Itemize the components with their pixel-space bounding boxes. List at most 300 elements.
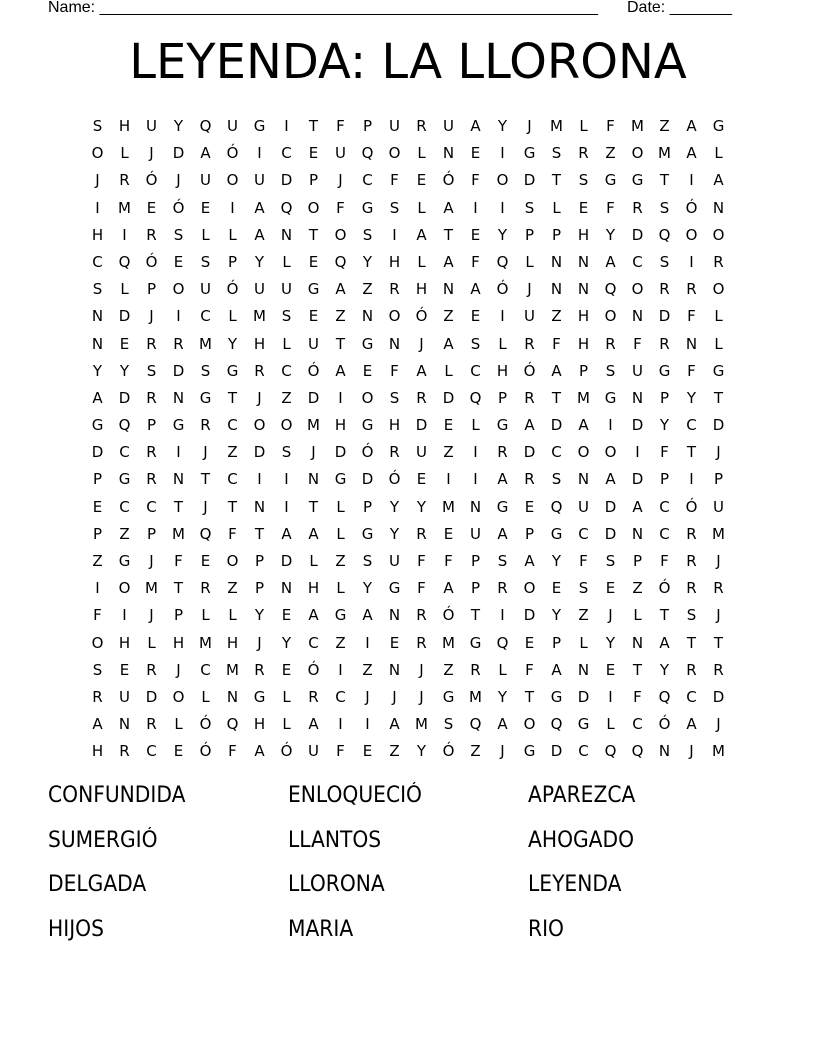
grid-letter: I xyxy=(230,198,235,217)
grid-letter: F xyxy=(687,307,696,326)
grid-letter: R xyxy=(470,660,481,679)
grid-letter: H xyxy=(577,225,590,244)
grid-letter: N xyxy=(361,307,374,326)
grid-letter: J xyxy=(149,307,154,326)
grid-letter: M xyxy=(658,144,671,163)
grid-letter: S xyxy=(146,361,157,380)
grid-letter: R xyxy=(605,334,616,353)
grid-letter: F xyxy=(687,361,696,380)
grid-letter: I xyxy=(608,687,613,706)
grid-letter: G xyxy=(550,687,563,706)
grid-letter: I xyxy=(122,606,127,625)
grid-letter: J xyxy=(176,171,181,190)
grid-letter: Z xyxy=(335,633,346,652)
grid-letter: J xyxy=(500,742,505,761)
grid-letter: U xyxy=(308,742,319,761)
grid-letter: Q xyxy=(199,524,212,543)
grid-letter: E xyxy=(362,742,373,761)
grid-letter: N xyxy=(442,280,455,299)
grid-letter: S xyxy=(92,117,103,135)
grid-letter: U xyxy=(416,443,427,462)
grid-letter: T xyxy=(335,334,346,353)
grid-letter: P xyxy=(146,524,157,543)
grid-letter: R xyxy=(254,361,265,380)
grid-letter: M xyxy=(226,660,239,679)
grid-letter: Q xyxy=(658,225,671,244)
grid-letter: G xyxy=(631,171,644,190)
grid-letter: M xyxy=(172,524,185,543)
grid-letter: Z xyxy=(335,552,346,570)
grid-letter: C xyxy=(632,715,643,734)
grid-letter: L xyxy=(471,416,480,435)
grid-letter: R xyxy=(632,198,643,217)
grid-letter: T xyxy=(524,687,535,706)
grid-letter: F xyxy=(390,361,399,380)
grid-letter: A xyxy=(416,361,427,380)
grid-letter: Ó xyxy=(442,606,455,625)
grid-letter: C xyxy=(200,307,211,326)
grid-letter: N xyxy=(307,470,320,489)
grid-letter: Y xyxy=(497,117,508,135)
grid-letter: S xyxy=(92,660,103,679)
grid-letter: E xyxy=(200,552,211,570)
word-row xyxy=(48,825,768,870)
grid-letter: H xyxy=(118,117,131,135)
grid-letter: Ó xyxy=(388,470,401,489)
grid-letter: O xyxy=(226,171,239,190)
grid-letter: I xyxy=(689,470,694,489)
grid-letter: Q xyxy=(604,280,617,299)
grid-letter: D xyxy=(550,416,563,435)
grid-letter: J xyxy=(149,552,154,570)
grid-letter: L xyxy=(147,633,156,652)
name-field-label: Name: ________________________________________________________ xyxy=(48,0,598,16)
grid-letter: N xyxy=(388,660,401,679)
grid-letter: I xyxy=(284,470,289,489)
grid-letter: Ó xyxy=(199,742,212,761)
grid-row xyxy=(84,195,732,222)
grid-letter: I xyxy=(473,470,478,489)
grid-letter: Z xyxy=(227,443,238,462)
grid-letter: G xyxy=(550,524,563,543)
grid-letter: T xyxy=(713,633,724,652)
grid-letter: R xyxy=(254,660,265,679)
grid-letter: A xyxy=(254,225,265,244)
grid-letter: Ó xyxy=(523,361,536,380)
grid-letter: I xyxy=(689,171,694,190)
grid-letter: M xyxy=(199,633,212,652)
grid-letter: G xyxy=(577,715,590,734)
grid-letter: P xyxy=(470,552,481,570)
grid-letter: M xyxy=(712,742,725,761)
grid-letter: E xyxy=(173,252,184,271)
grid-letter: Y xyxy=(605,633,616,652)
grid-letter: O xyxy=(685,225,698,244)
grid-letter: M xyxy=(550,117,563,135)
grid-letter: Y xyxy=(92,361,103,380)
grid-letter: E xyxy=(443,524,454,543)
grid-letter: L xyxy=(120,144,129,163)
grid-letter: F xyxy=(390,171,399,190)
grid-letter: N xyxy=(172,388,185,407)
grid-letter: J xyxy=(716,552,721,570)
grid-row xyxy=(84,303,732,330)
grid-letter: E xyxy=(92,497,103,516)
grid-letter: R xyxy=(146,715,157,734)
grid-letter: Ó xyxy=(415,307,428,326)
grid-letter: N xyxy=(577,660,590,679)
grid-letter: S xyxy=(281,307,292,326)
grid-letter: E xyxy=(308,252,319,271)
grid-letter: E xyxy=(200,198,211,217)
word-row xyxy=(48,869,768,914)
grid-letter: A xyxy=(92,388,103,407)
grid-letter: G xyxy=(334,606,347,625)
grid-letter: Y xyxy=(416,742,427,761)
grid-letter: N xyxy=(118,715,131,734)
grid-letter: S xyxy=(578,171,589,190)
grid-letter: L xyxy=(120,280,129,299)
grid-letter: N xyxy=(172,470,185,489)
grid-letter: G xyxy=(361,334,374,353)
grid-letter: S xyxy=(362,552,373,570)
grid-letter: S xyxy=(551,470,562,489)
grid-letter: L xyxy=(336,497,345,516)
grid-letter: C xyxy=(335,687,346,706)
grid-letter: N xyxy=(577,280,590,299)
grid-letter: A xyxy=(578,416,589,435)
grid-letter: N xyxy=(91,334,104,353)
grid-letter: C xyxy=(146,497,157,516)
grid-letter: J xyxy=(527,280,532,299)
word-list-item: APAREZCA xyxy=(528,783,636,808)
grid-letter: M xyxy=(253,307,266,326)
word-list-item: HIJOS xyxy=(48,917,104,943)
grid-letter: U xyxy=(524,307,535,326)
grid-letter: U xyxy=(632,361,643,380)
grid-letter: Z xyxy=(92,552,103,570)
grid-letter: Ó xyxy=(307,660,320,679)
grid-letter: L xyxy=(498,660,507,679)
grid-letter: N xyxy=(631,307,644,326)
grid-letter: R xyxy=(416,606,427,625)
grid-letter: L xyxy=(552,198,561,217)
grid-letter: A xyxy=(362,606,373,625)
grid-letter: D xyxy=(658,307,671,326)
grid-row xyxy=(84,657,732,684)
grid-letter: Z xyxy=(362,660,373,679)
grid-letter: Y xyxy=(497,225,508,244)
grid-letter: T xyxy=(254,524,265,543)
grid-letter: G xyxy=(118,552,131,570)
grid-row xyxy=(84,276,732,303)
grid-letter: S xyxy=(389,198,400,217)
grid-letter: I xyxy=(95,198,100,217)
grid-letter: U xyxy=(389,552,400,570)
grid-letter: R xyxy=(497,443,508,462)
grid-letter: Q xyxy=(658,687,671,706)
grid-letter: R xyxy=(389,443,400,462)
grid-letter: R xyxy=(713,660,724,679)
grid-letter: N xyxy=(226,687,239,706)
grid-letter: Q xyxy=(199,117,212,135)
grid-letter: Ó xyxy=(442,171,455,190)
grid-letter: A xyxy=(308,524,319,543)
grid-letter: T xyxy=(308,225,319,244)
grid-letter: S xyxy=(605,552,616,570)
grid-letter: A xyxy=(389,715,400,734)
grid-letter: Q xyxy=(604,742,617,761)
grid-letter: R xyxy=(497,579,508,598)
word-row xyxy=(48,780,768,825)
grid-letter: U xyxy=(578,497,589,516)
grid-letter: D xyxy=(172,144,185,163)
grid-letter: S xyxy=(281,443,292,462)
grid-letter: E xyxy=(443,416,454,435)
grid-letter: Z xyxy=(659,117,670,135)
grid-letter: S xyxy=(200,361,211,380)
grid-letter: T xyxy=(173,497,184,516)
grid-letter: G xyxy=(253,117,266,135)
grid-letter: T xyxy=(632,660,643,679)
grid-letter: N xyxy=(253,497,266,516)
grid-letter: Ó xyxy=(307,361,320,380)
grid-letter: Z xyxy=(335,307,346,326)
grid-letter: J xyxy=(716,715,721,734)
grid-letter: S xyxy=(389,388,400,407)
grid-letter: R xyxy=(524,334,535,353)
grid-letter: I xyxy=(500,144,505,163)
grid-letter: Y xyxy=(281,633,292,652)
grid-letter: J xyxy=(392,687,397,706)
grid-letter: A xyxy=(335,361,346,380)
grid-letter: E xyxy=(416,470,427,489)
letter-grid xyxy=(84,113,732,766)
grid-letter: F xyxy=(336,742,345,761)
grid-letter: D xyxy=(604,524,617,543)
grid-letter: L xyxy=(714,307,723,326)
grid-letter: H xyxy=(91,225,104,244)
grid-letter: C xyxy=(632,252,643,271)
grid-letter: R xyxy=(389,280,400,299)
grid-letter: A xyxy=(632,497,643,516)
grid-letter: S xyxy=(686,606,697,625)
grid-letter: Y xyxy=(389,497,400,516)
grid-letter: F xyxy=(417,552,426,570)
grid-letter: G xyxy=(604,388,617,407)
grid-letter: N xyxy=(388,606,401,625)
grid-letter: G xyxy=(469,633,482,652)
grid-letter: U xyxy=(146,117,157,135)
grid-letter: R xyxy=(713,579,724,598)
word-list-item: AHOGADO xyxy=(528,827,635,853)
grid-letter: C xyxy=(227,470,238,489)
grid-letter: I xyxy=(473,443,478,462)
grid-letter: R xyxy=(686,660,697,679)
grid-letter: I xyxy=(500,307,505,326)
grid-row xyxy=(84,575,732,602)
grid-letter: A xyxy=(605,252,616,271)
grid-letter: D xyxy=(118,388,131,407)
grid-letter: R xyxy=(686,552,697,570)
grid-letter: I xyxy=(257,470,262,489)
grid-letter: C xyxy=(659,524,670,543)
grid-row xyxy=(84,466,732,493)
grid-letter: D xyxy=(280,171,293,190)
grid-letter: Ó xyxy=(226,280,239,299)
grid-letter: J xyxy=(95,171,100,190)
grid-letter: E xyxy=(578,198,589,217)
grid-letter: J xyxy=(176,660,181,679)
grid-letter: E xyxy=(146,198,157,217)
grid-letter: C xyxy=(281,144,292,163)
grid-letter: C xyxy=(200,660,211,679)
grid-letter: I xyxy=(284,117,289,135)
grid-letter: P xyxy=(524,524,535,543)
grid-letter: O xyxy=(712,280,725,299)
grid-letter: G xyxy=(496,497,509,516)
grid-letter: J xyxy=(608,606,613,625)
grid-letter: N xyxy=(550,280,563,299)
grid-letter: R xyxy=(119,171,130,190)
grid-letter: U xyxy=(308,334,319,353)
grid-letter: Y xyxy=(362,579,373,598)
grid-row xyxy=(84,548,732,575)
grid-letter: Z xyxy=(227,579,238,598)
grid-letter: H xyxy=(307,579,320,598)
grid-letter: J xyxy=(365,687,370,706)
grid-letter: J xyxy=(527,117,532,135)
grid-letter: H xyxy=(253,334,266,353)
grid-letter: L xyxy=(201,606,210,625)
grid-letter: E xyxy=(524,633,535,652)
grid-row xyxy=(84,222,732,249)
grid-letter: S xyxy=(659,198,670,217)
grid-letter: G xyxy=(118,470,131,489)
grid-letter: D xyxy=(280,552,293,570)
grid-letter: H xyxy=(334,416,347,435)
grid-letter: O xyxy=(226,552,239,570)
grid-letter: Q xyxy=(550,715,563,734)
grid-letter: H xyxy=(577,334,590,353)
grid-letter: R xyxy=(200,579,211,598)
word-list-item: CONFUNDIDA xyxy=(48,783,186,808)
grid-letter: D xyxy=(712,416,725,435)
grid-letter: M xyxy=(577,388,590,407)
grid-letter: T xyxy=(227,497,238,516)
grid-letter: L xyxy=(417,252,426,271)
grid-letter: Q xyxy=(496,252,509,271)
grid-letter: T xyxy=(308,117,319,135)
grid-letter: O xyxy=(388,144,401,163)
grid-letter: I xyxy=(446,470,451,489)
word-list-item: LEYENDA xyxy=(528,872,622,898)
grid-letter: U xyxy=(335,144,346,163)
grid-letter: Y xyxy=(497,687,508,706)
grid-letter: O xyxy=(388,307,401,326)
grid-letter: T xyxy=(551,171,562,190)
grid-letter: O xyxy=(253,416,266,435)
grid-letter: J xyxy=(689,742,694,761)
grid-letter: Y xyxy=(416,497,427,516)
grid-letter: D xyxy=(145,687,158,706)
grid-letter: D xyxy=(631,416,644,435)
grid-letter: L xyxy=(174,715,183,734)
grid-letter: A xyxy=(443,334,454,353)
grid-letter: A xyxy=(416,225,427,244)
grid-letter: R xyxy=(524,388,535,407)
word-list-item: MARIA xyxy=(288,917,354,943)
grid-letter: S xyxy=(92,280,103,299)
grid-letter: L xyxy=(336,579,345,598)
grid-row xyxy=(84,439,732,466)
grid-letter: I xyxy=(257,144,262,163)
grid-letter: D xyxy=(91,443,104,462)
grid-letter: O xyxy=(334,225,347,244)
grid-letter: F xyxy=(471,171,480,190)
grid-letter: Q xyxy=(118,416,131,435)
grid-row xyxy=(84,494,732,521)
grid-letter: D xyxy=(712,687,725,706)
grid-letter: R xyxy=(146,334,157,353)
grid-letter: S xyxy=(362,225,373,244)
grid-letter: R xyxy=(92,687,103,706)
grid-letter: C xyxy=(146,742,157,761)
grid-letter: I xyxy=(284,497,289,516)
grid-letter: A xyxy=(551,660,562,679)
grid-letter: D xyxy=(415,416,428,435)
grid-letter: Q xyxy=(496,633,509,652)
grid-letter: P xyxy=(146,416,157,435)
grid-letter: O xyxy=(631,144,644,163)
grid-letter: G xyxy=(442,687,455,706)
grid-letter: P xyxy=(659,470,670,489)
grid-letter: G xyxy=(172,416,185,435)
grid-letter: Y xyxy=(227,334,238,353)
grid-letter: I xyxy=(608,416,613,435)
grid-letter: G xyxy=(523,144,536,163)
grid-letter: L xyxy=(417,144,426,163)
grid-letter: T xyxy=(686,443,697,462)
grid-letter: J xyxy=(311,443,316,462)
word-list-item: DELGADA xyxy=(48,872,147,898)
grid-letter: Y xyxy=(551,606,562,625)
grid-letter: H xyxy=(388,416,401,435)
grid-letter: N xyxy=(712,198,725,217)
grid-letter: R xyxy=(416,388,427,407)
date-field-label: Date: _______ xyxy=(627,0,732,16)
grid-letter: R xyxy=(416,633,427,652)
grid-letter: I xyxy=(338,388,343,407)
grid-letter: A xyxy=(470,280,481,299)
grid-letter: L xyxy=(633,606,642,625)
grid-letter: G xyxy=(307,280,320,299)
grid-letter: D xyxy=(631,470,644,489)
grid-letter: P xyxy=(173,606,184,625)
grid-letter: L xyxy=(228,606,237,625)
grid-letter: N xyxy=(280,225,293,244)
grid-letter: Z xyxy=(632,579,643,598)
grid-letter: N xyxy=(577,470,590,489)
grid-letter: R xyxy=(119,742,130,761)
grid-letter: H xyxy=(226,633,239,652)
grid-letter: G xyxy=(253,687,266,706)
grid-letter: G xyxy=(361,198,374,217)
grid-letter: T xyxy=(173,579,184,598)
grid-row xyxy=(84,602,732,629)
grid-letter: G xyxy=(361,524,374,543)
grid-letter: P xyxy=(470,579,481,598)
